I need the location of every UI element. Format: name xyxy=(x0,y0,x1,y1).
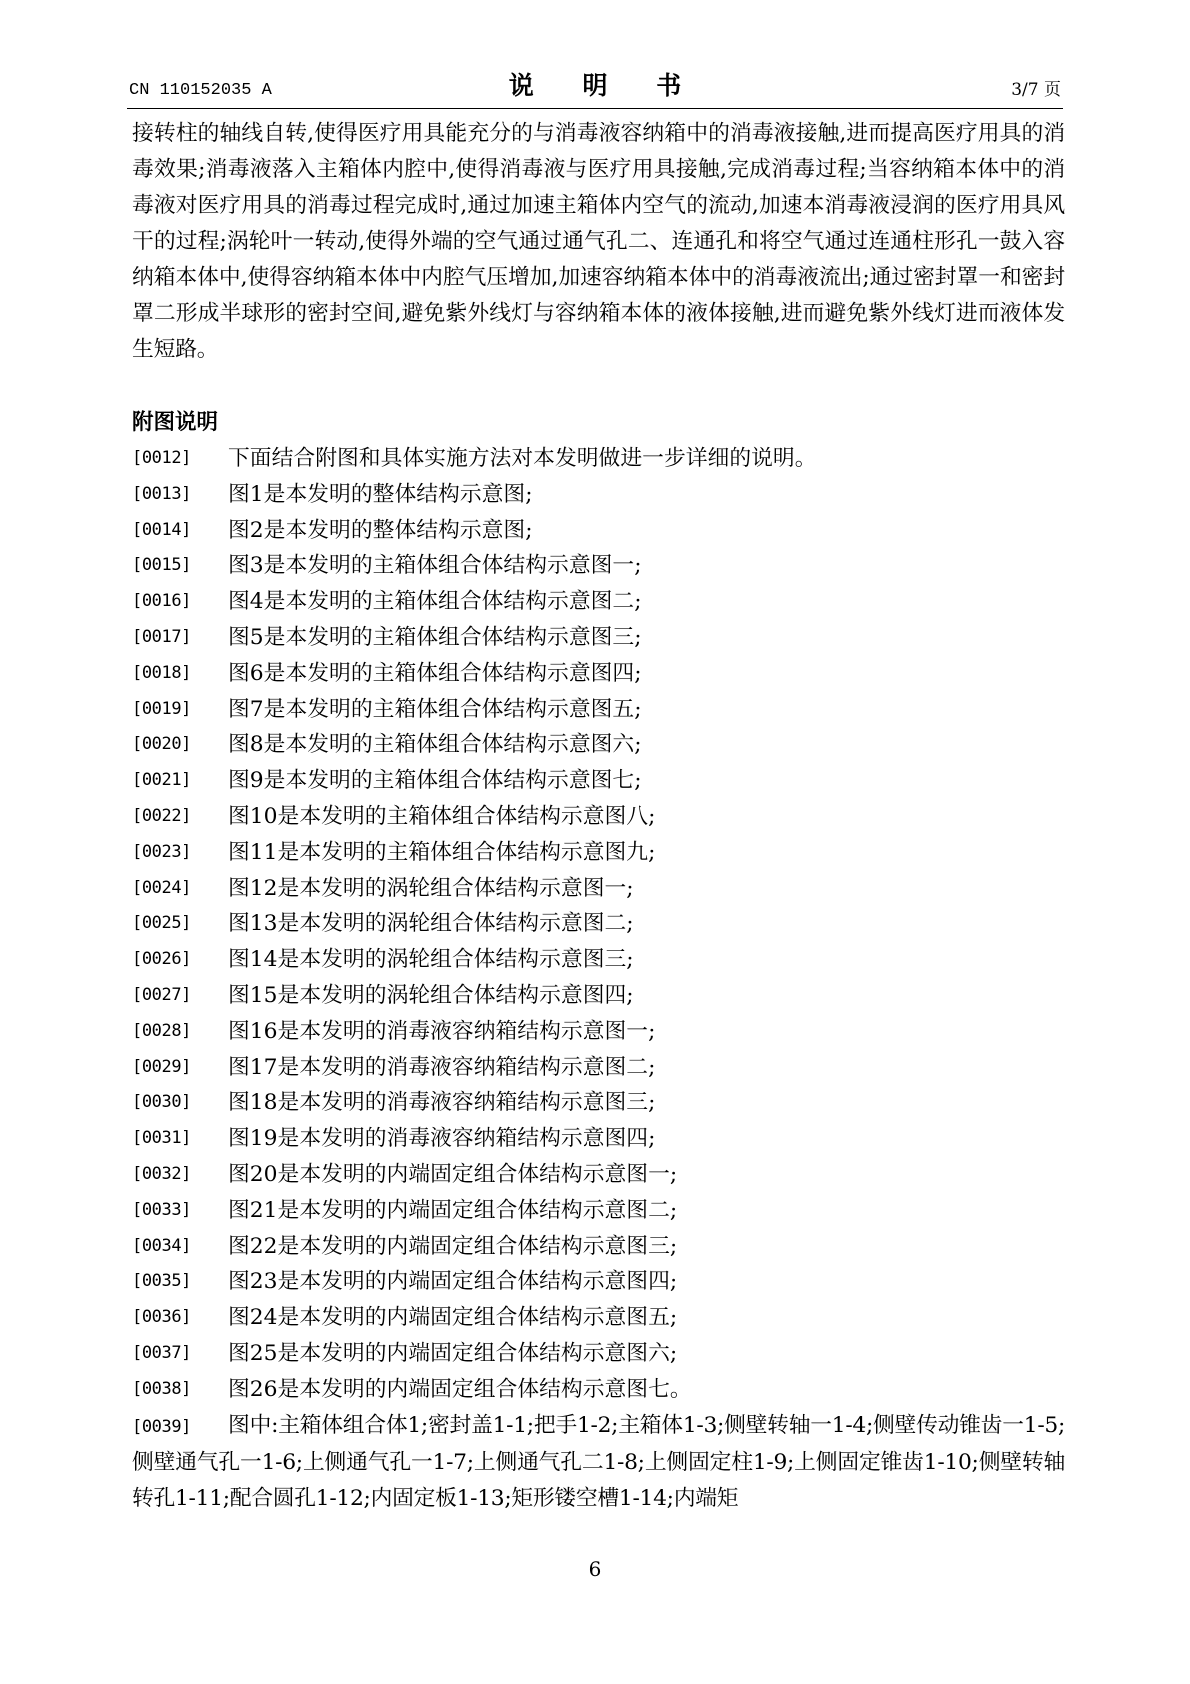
paragraph-number: [0028] xyxy=(132,1020,192,1041)
paragraph-number: [0037] xyxy=(132,1342,192,1363)
paragraph-text: 图20是本发明的内端固定组合体结构示意图一; xyxy=(228,1161,678,1187)
list-item xyxy=(132,1300,1065,1336)
paragraph-text: 图13是本发明的涡轮组合体结构示意图二; xyxy=(228,911,634,937)
paragraph-text: 图21是本发明的内端固定组合体结构示意图二; xyxy=(228,1197,678,1223)
paragraph-number: [0012] xyxy=(132,448,192,468)
list-item xyxy=(132,1229,1065,1265)
list-item xyxy=(132,548,1065,584)
paragraph-number: [0036] xyxy=(132,1307,192,1328)
paragraph-number: [0033] xyxy=(132,1199,192,1220)
list-item xyxy=(132,620,1065,656)
list-item xyxy=(132,477,1065,513)
paragraph-text: 图7是本发明的主箱体组合体结构示意图五; xyxy=(228,696,642,722)
figure-list xyxy=(132,441,1065,1408)
section-title: 附图说明 xyxy=(132,410,219,435)
paragraph-text: 图5是本发明的主箱体组合体结构示意图三; xyxy=(228,624,642,650)
paragraph-text: 图24是本发明的内端固定组合体结构示意图五; xyxy=(228,1305,678,1331)
paragraph-number: [0032] xyxy=(132,1163,192,1184)
list-item xyxy=(132,1193,1065,1229)
paragraph-text: 图2是本发明的整体结构示意图; xyxy=(228,517,533,543)
paragraph-text: 图16是本发明的消毒液容纳箱结构示意图一; xyxy=(228,1018,656,1044)
paragraph-number: [0024] xyxy=(132,877,192,898)
paragraph-number: [0029] xyxy=(132,1056,192,1077)
paragraph-number: [0027] xyxy=(132,984,192,1005)
paragraph-text: 图6是本发明的主箱体组合体结构示意图四; xyxy=(228,660,642,686)
paragraph-number: [0018] xyxy=(132,662,192,683)
list-item xyxy=(132,763,1065,799)
list-item xyxy=(132,1336,1065,1372)
list-item xyxy=(132,978,1065,1014)
paragraph-text: 图8是本发明的主箱体组合体结构示意图六; xyxy=(228,732,642,758)
paragraph-number: [0016] xyxy=(132,591,192,612)
paragraph-text: 图14是本发明的涡轮组合体结构示意图三; xyxy=(228,947,634,973)
paragraph-number: [0034] xyxy=(132,1235,192,1256)
list-item xyxy=(132,942,1065,978)
paragraph-number: [0039] xyxy=(132,1416,192,1437)
paragraph-number: [0035] xyxy=(132,1271,192,1292)
paragraph-number: [0030] xyxy=(132,1092,192,1113)
page-number: 6 xyxy=(588,1557,602,1581)
paragraph-number: [0014] xyxy=(132,519,192,540)
paragraph-number: [0026] xyxy=(132,949,192,970)
paragraph-number: [0017] xyxy=(132,626,192,647)
list-item xyxy=(132,656,1065,692)
document-number: CN 110152035 A xyxy=(129,81,272,100)
paragraph-number: [0023] xyxy=(132,841,192,862)
paragraph-number: [0020] xyxy=(132,734,192,755)
list-item xyxy=(132,835,1065,871)
list-item xyxy=(132,906,1065,942)
paragraph-number: [0015] xyxy=(132,555,192,576)
paragraph-text: 图12是本发明的涡轮组合体结构示意图一; xyxy=(228,875,634,901)
list-item xyxy=(132,1014,1065,1050)
list-item xyxy=(132,441,1065,477)
paragraph-text: 图26是本发明的内端固定组合体结构示意图七。 xyxy=(228,1376,692,1402)
paragraph-text: 图3是本发明的主箱体组合体结构示意图一; xyxy=(228,553,642,579)
list-item xyxy=(132,692,1065,728)
paragraph-text: 图1是本发明的整体结构示意图; xyxy=(228,481,533,507)
list-item xyxy=(132,1085,1065,1121)
paragraph-text: 图22是本发明的内端固定组合体结构示意图三; xyxy=(228,1233,678,1259)
list-item xyxy=(132,1157,1065,1193)
paragraph-text: 下面结合附图和具体实施方法对本发明做进一步详细的说明。 xyxy=(228,446,817,471)
paragraph-number: [0021] xyxy=(132,770,192,791)
paragraph-number: [0038] xyxy=(132,1378,192,1399)
list-item xyxy=(132,1050,1065,1086)
list-item xyxy=(132,799,1065,835)
list-item xyxy=(132,1121,1065,1157)
list-item xyxy=(132,513,1065,549)
list-item xyxy=(132,871,1065,907)
page-header xyxy=(127,66,1063,109)
paragraph-text: 图4是本发明的主箱体组合体结构示意图二; xyxy=(228,589,642,615)
paragraph-text: 图23是本发明的内端固定组合体结构示意图四; xyxy=(228,1269,678,1295)
paragraph-text: 图17是本发明的消毒液容纳箱结构示意图二; xyxy=(228,1054,656,1080)
list-item xyxy=(132,584,1065,620)
paragraph-number: [0019] xyxy=(132,698,192,719)
paragraph-number: [0025] xyxy=(132,913,192,934)
paragraph-text: 图10是本发明的主箱体组合体结构示意图八; xyxy=(228,803,656,829)
paragraph-number: [0022] xyxy=(132,805,192,826)
list-item xyxy=(132,727,1065,763)
paragraph-text: 图9是本发明的主箱体组合体结构示意图七; xyxy=(228,768,642,794)
list-item xyxy=(132,1372,1065,1408)
paragraph-text: 图19是本发明的消毒液容纳箱结构示意图四; xyxy=(228,1126,656,1152)
paragraph-0039 xyxy=(132,1408,1065,1517)
paragraph-number: [0013] xyxy=(132,483,192,504)
paragraph-text: 图18是本发明的消毒液容纳箱结构示意图三; xyxy=(228,1090,656,1116)
paragraph-text: 图11是本发明的主箱体组合体结构示意图九; xyxy=(228,839,656,865)
page-indicator: 3/7 页 xyxy=(1011,80,1061,100)
paragraph-number: [0031] xyxy=(132,1128,192,1149)
paragraph-text: 图15是本发明的涡轮组合体结构示意图四; xyxy=(228,982,634,1008)
document-body xyxy=(132,116,1065,1517)
paragraph-text: 图中:主箱体组合体1;密封盖1-1;把手1-2;主箱体1-3;侧壁转轴一1-4;侧壁传动锥齿一1-5;侧壁通气孔一1-6;上侧通气孔一1-7;上侧通气孔二1-8;上侧固定柱1-9;上侧固定锥齿1-10;侧壁转轴转孔1-11;配合圆孔1-12;内固定板1-13;矩形镂空槽1-14;内端矩 xyxy=(132,1412,1065,1511)
document-title: 说 明 书 xyxy=(508,71,702,100)
list-item xyxy=(132,1264,1065,1300)
paragraph-text: 图25是本发明的内端固定组合体结构示意图六; xyxy=(228,1340,678,1366)
intro-paragraph: 接转柱的轴线自转,使得医疗用具能充分的与消毒液容纳箱中的消毒液接触,进而提高医疗用具的消毒效果;消毒液落入主箱体内腔中,使得消毒液与医疗用具接触,完成消毒过程;当容纳箱本体中的消毒液对医疗用具的消毒过程完成时,通过加速主箱体内空气的流动,加速本消毒液浸润的医疗用具风干的过程;涡轮叶一转动,使得外端的空气通过通气孔二、连通孔和将空气通过连通柱形孔一鼓入容纳箱本体中,使得容纳箱本体中内腔气压增加,加速容纳箱本体中的消毒液流出;通过密封罩一和密封罩二形成半球形的密封空间,避免紫外线灯与容纳箱本体的液体接触,进而避免紫外线灯进而液体发生短路。 xyxy=(132,121,1065,362)
